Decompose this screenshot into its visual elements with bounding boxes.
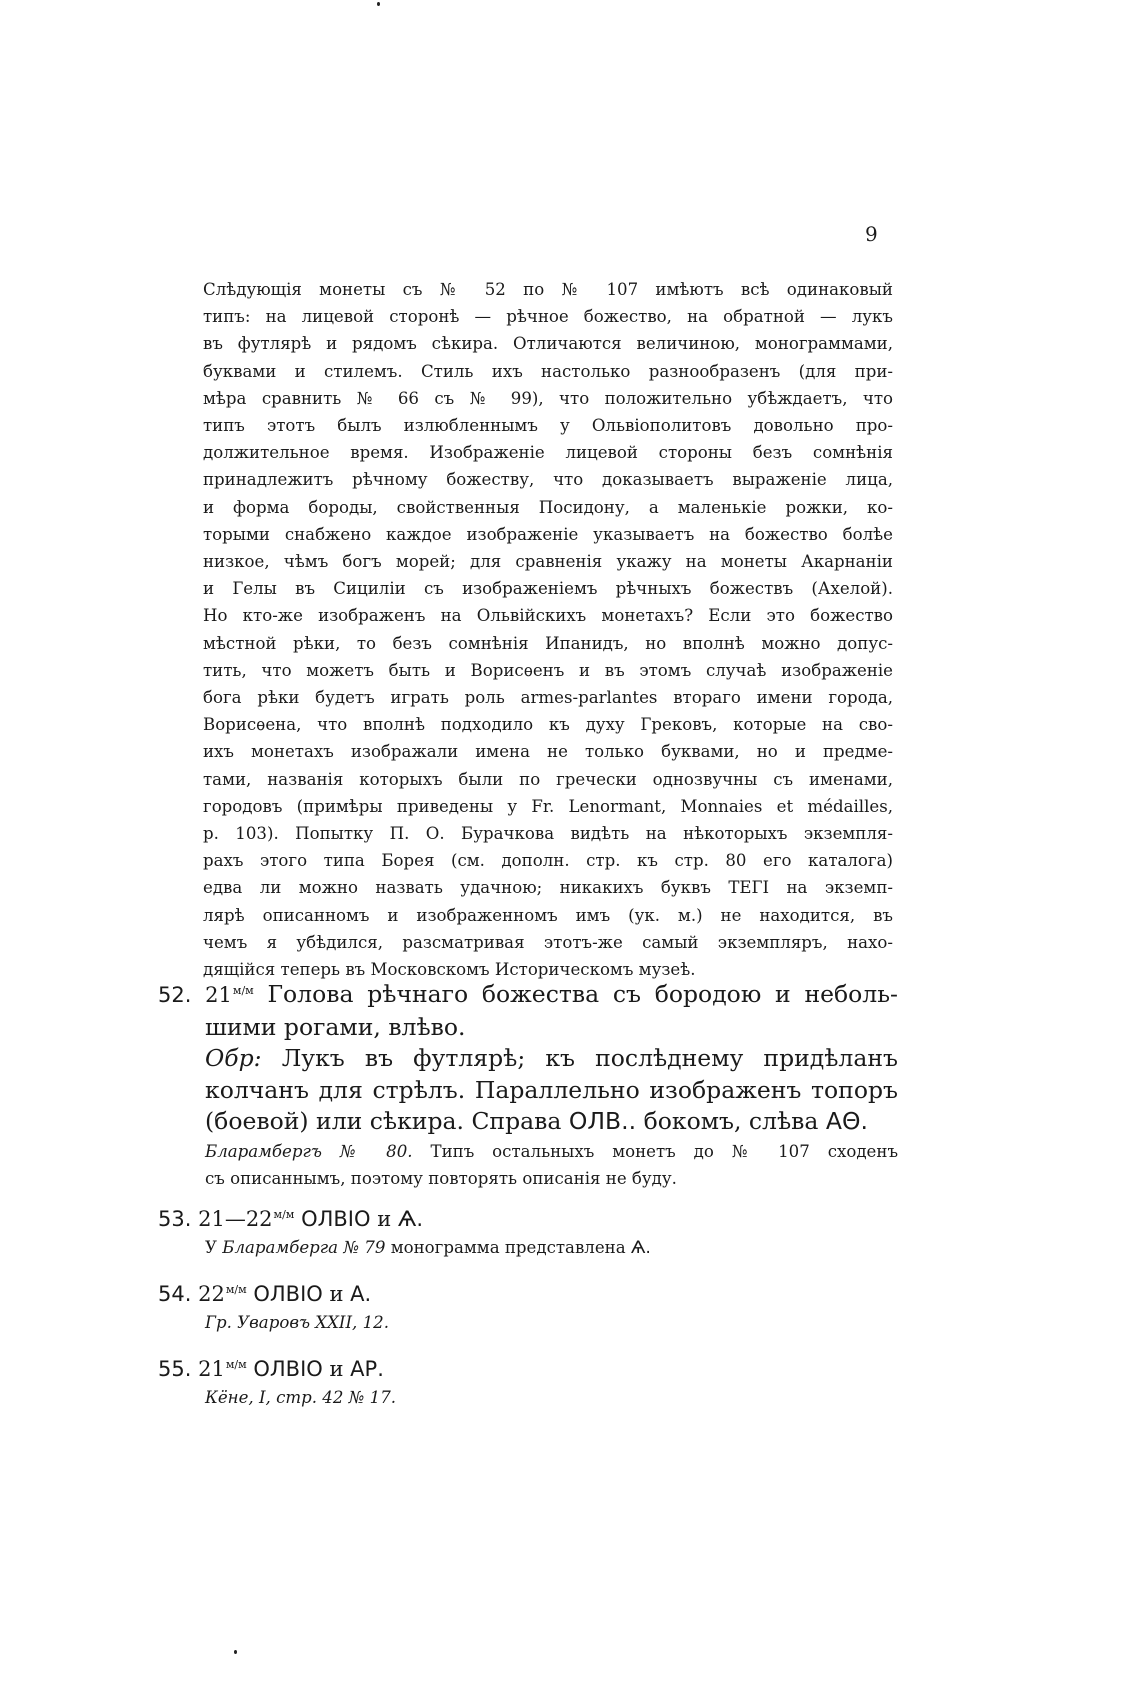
intro-line: типъ: на лицевой сторонѣ — рѣчное божество, на обратной — лукъ: [203, 307, 893, 327]
intro-line: Слѣдующія монеты съ № 52 по № 107 имѣютъ всѣ одинаковый: [203, 280, 893, 299]
intro-line: торыми снабжено каждое изображеніе указываетъ на божество болѣе: [203, 524, 893, 544]
intro-line: бога рѣки будетъ играть роль armes-parlantes втораго имени города,: [203, 688, 893, 708]
coin-size: $21^{м/м}$: [205, 983, 254, 1007]
intro-line: p. 103). Попытку П. О. Бурачкова видѣть на нѣкоторыхъ экземпля-: [203, 824, 893, 844]
intro-line: типъ этотъ былъ излюбленнымъ у Ольвіополитовъ довольно про-: [203, 416, 893, 436]
entry-note: Бларамбергъ № 80. Типъ остальныхъ монетъ до № 107 сходенъ съ описаннымъ, поэтому повторять описанія не буду.: [205, 1141, 898, 1188]
catalog-entry-53: 53. $21—22^{м/м}$ ОЛВІО и Ѧ. У Бларамберга № 79 монограмма представлена Ѧ.: [158, 1200, 651, 1262]
reverse-text-cont: колчанъ для стрѣлъ. Параллельно изображенъ топоръ: [205, 1075, 898, 1104]
coin-legend: ОЛВІО: [301, 1207, 371, 1231]
intro-line: буквами и стилемъ. Стиль ихъ настолько разнообразенъ (для при-: [203, 361, 893, 381]
intro-line: въ футлярѣ и рядомъ сѣкира. Отличаются величиною, монограммами,: [203, 334, 893, 354]
intro-line: дящійся теперь въ Московскомъ Историческомъ музеѣ.: [203, 960, 696, 980]
coin-legend: ОЛВІО: [253, 1282, 323, 1306]
entry-reference: Гр. Уваровъ XXII, 12.: [205, 1313, 389, 1332]
reverse-text-end: (боевой) или сѣкира. Справа ОЛВ.. бокомъ, слѣва АΘ.: [205, 1107, 868, 1135]
coin-size: $21—22^{м/м}$: [198, 1207, 295, 1231]
paper-speck: [234, 1650, 237, 1654]
intro-line: и Гелы въ Сициліи съ изображеніемъ рѣчныхъ божествъ (Ахелой).: [203, 579, 893, 599]
entry-number: 55.: [158, 1357, 192, 1381]
coin-size: $21^{м/м}$: [198, 1357, 247, 1381]
intro-line: и форма бороды, свойственныя Посидону, а маленькіе рожки, ко-: [203, 497, 893, 517]
intro-line: тами, названія которыхъ были по гречески однозвучны съ именами,: [203, 769, 893, 789]
intro-line: мѣстной рѣки, то безъ сомнѣнія Ипанидъ, но вполнѣ можно допус-: [203, 633, 893, 653]
monogram: АР.: [350, 1357, 384, 1381]
reverse-label: Обр:: [205, 1044, 262, 1072]
page-number: 9: [865, 222, 878, 246]
coin-size: $22^{м/м}$: [198, 1282, 247, 1306]
obverse-text-cont: шими рогами, влѣво.: [205, 1012, 466, 1041]
intro-paragraph: [203, 276, 893, 983]
legend-left: АΘ.: [825, 1107, 868, 1135]
reverse-text: Лукъ въ футлярѣ; къ послѣднему придѣланъ: [281, 1044, 898, 1072]
entry-number: 53.: [158, 1207, 192, 1231]
intro-line: ихъ монетахъ изображали имена не только буквами, но и предме-: [203, 742, 893, 762]
paper-speck: [377, 2, 380, 6]
intro-line: тить, что можетъ быть и Ворисѳенъ и въ этомъ случаѣ изображеніе: [203, 660, 893, 680]
intro-line: лярѣ описанномъ и изображенномъ имъ (ук. м.) не находится, въ: [203, 905, 893, 925]
intro-line: должительное время. Изображеніе лицевой стороны безъ сомнѣнія: [203, 443, 893, 463]
monogram: А.: [350, 1282, 372, 1306]
intro-line: низкое, чѣмъ богъ морей; для сравненія укажу на монеты Акарнаніи: [203, 552, 893, 572]
intro-line: рахъ этого типа Борея (см. дополн. стр. къ стр. 80 его каталога): [203, 851, 893, 871]
entry-number: 52.: [158, 983, 192, 1007]
intro-line: мѣра сравнить № 66 съ № 99), что положительно убѣждаетъ, что: [203, 388, 893, 408]
intro-line: принадлежитъ рѣчному божеству, что доказываетъ выраженіе лица,: [203, 470, 893, 490]
monogram: Ѧ.: [397, 1207, 424, 1231]
intro-line: Но кто-же изображенъ на Ольвійскихъ монетахъ? Если это божество: [203, 606, 893, 626]
obverse-text: Голова рѣчнаго божества съ бородою и неболь-: [267, 980, 898, 1008]
coin-legend: ОЛВІО: [253, 1357, 323, 1381]
entry-reference: Кёне, I, стр. 42 № 17.: [205, 1388, 397, 1407]
intro-line: чемъ я убѣдился, разсматривая этотъ-же самый экземпляръ, нахо-: [203, 932, 893, 952]
reference: Бларамбергъ № 80.: [205, 1141, 413, 1161]
catalog-entry-52: [158, 975, 898, 1192]
entry-reference: У Бларамберга № 79 монограмма представлена Ѧ.: [205, 1238, 651, 1257]
intro-line: городовъ (примѣры приведены у Fr. Lenormant, Monnaies et médailles,: [203, 796, 893, 816]
legend-right: ОЛВ..: [568, 1107, 637, 1135]
catalog-entry-55: 55. $21^{м/м}$ ОЛВІО и АР. Кёне, I, стр. 42 № 17.: [158, 1350, 396, 1412]
entry-number: 54.: [158, 1282, 192, 1306]
intro-line: едва ли можно назвать удачною; никакихъ буквъ ТЕГІ на экземп-: [203, 878, 893, 898]
catalog-entry-54: 54. $22^{м/м}$ ОЛВІО и А. Гр. Уваровъ XXII, 12.: [158, 1275, 389, 1337]
intro-line: Ворисѳена, что вполнѣ подходило къ духу Грековъ, которые на сво-: [203, 715, 893, 735]
